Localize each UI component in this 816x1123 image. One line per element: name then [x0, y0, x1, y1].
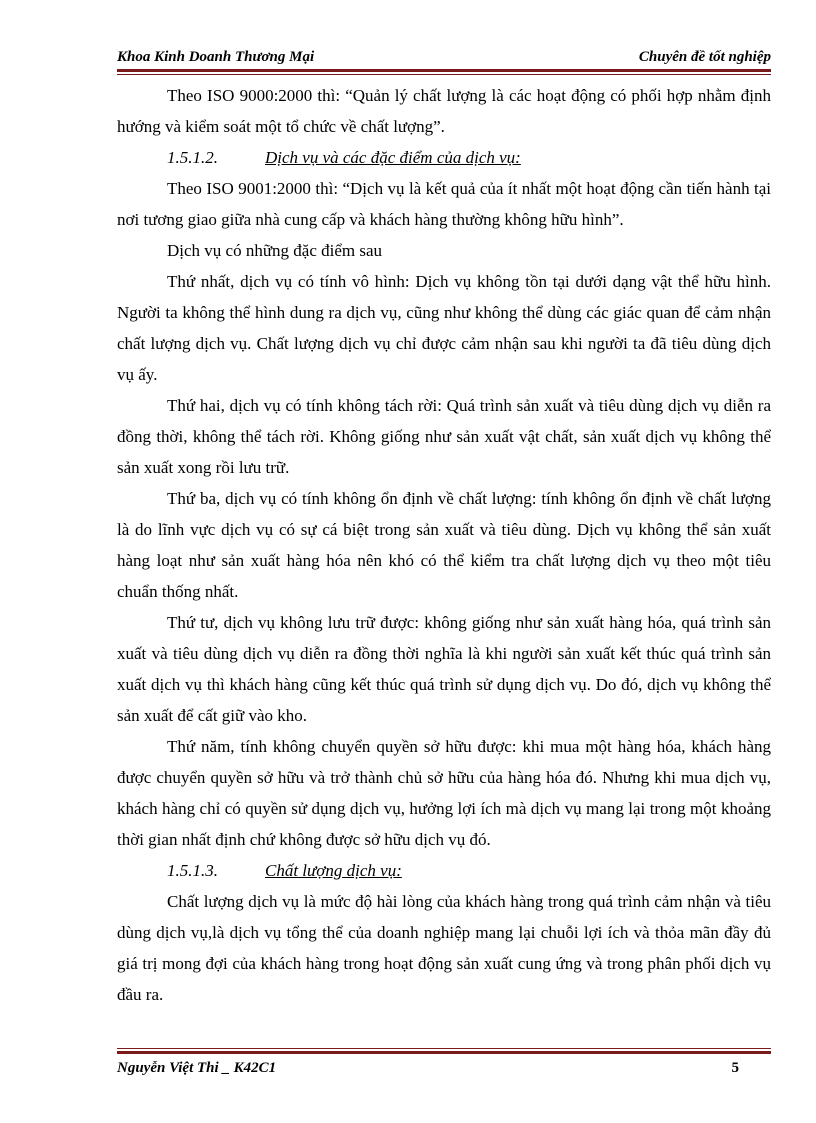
paragraph-feature-3: Thứ ba, dịch vụ có tính không ổn định về chất lượng: tính không ổn định về chất lượng là do lĩnh vực dịch vụ có sự cá biệt trong sản xuất và tiêu dùng. Dịch vụ không thể sản xuất hàng loạt như sản xuất hàng hóa nên khó có thể kiểm tra chất lượng dịch vụ theo một tiêu chuẩn thống nhất.: [117, 489, 771, 601]
section-heading-1-5-1-3: [117, 855, 771, 886]
header-faculty: Khoa Kinh Doanh Thương Mại: [117, 49, 315, 65]
paragraph-iso9001: Theo ISO 9001:2000 thì: “Dịch vụ là kết quả của ít nhất một hoạt động cần tiến hành tại nơi tương giao giữa nhà cung cấp và khách hàng thường không hữu hình”.: [117, 179, 771, 229]
header-doc-type: Chuyên đề tốt nghiệp: [638, 49, 771, 65]
section-heading-1-5-1-2: [117, 142, 771, 173]
paragraph-feature-4: Thứ tư, dịch vụ không lưu trữ được: không giống như sản xuất hàng hóa, quá trình sản xuất và tiêu dùng dịch vụ diễn ra đồng thời nghĩa là khi người sản xuất kết thúc quá trình sản xuất dịch vụ thì khách hàng cũng kết thúc quá trình sử dụng dịch vụ. Do đó, dịch vụ không thể sản xuất để cất giữ vào kho.: [117, 613, 771, 725]
page-body: [117, 80, 771, 1010]
footer-rule-thin: [117, 1048, 771, 1049]
paragraph-service-quality: Chất lượng dịch vụ là mức độ hài lòng của khách hàng trong quá trình cảm nhận và tiêu dùng dịch vụ,là dịch vụ tổng thể của doanh nghiệp mang lại chuỗi lợi ích và thỏa mãn đầy đủ giá trị mong đợi của khách hàng trong hoạt động sản xuất cung ứng và trong phân phối dịch vụ đầu ra.: [117, 892, 771, 1004]
section-title: Chất lượng dịch vụ:: [265, 861, 402, 880]
paragraph-feature-5: Thứ năm, tính không chuyển quyền sở hữu được: khi mua một hàng hóa, khách hàng được chuyển quyền sở hữu và trở thành chủ sở hữu của hàng hóa đó. Nhưng khi mua dịch vụ, khách hàng chỉ có quyền sử dụng dịch vụ, hưởng lợi ích mà dịch vụ mang lại trong một khoảng thời gian nhất định chứ không được sở hữu dịch vụ đó.: [117, 737, 771, 849]
section-number: 1.5.1.2.: [167, 148, 218, 167]
section-title: Dịch vụ và các đặc điểm của dịch vụ:: [265, 148, 521, 167]
paragraph-features-intro: Dịch vụ có những đặc điểm sau: [167, 241, 383, 260]
page-number: 5: [731, 1060, 739, 1076]
footer-rule-thick: [117, 1051, 771, 1054]
paragraph-feature-2: Thứ hai, dịch vụ có tính không tách rời: Quá trình sản xuất và tiêu dùng dịch vụ diễn ra đồng thời, không thể tách rời. Không giống như sản xuất vật chất, sản xuất dịch vụ không thể sản xuất xong rồi lưu trữ.: [117, 396, 771, 477]
paragraph-iso9000: Theo ISO 9000:2000 thì: “Quản lý chất lượng là các hoạt động có phối hợp nhằm định hướng và kiểm soát một tổ chức về chất lượng”.: [117, 86, 771, 136]
header-rule-thin: [117, 74, 771, 75]
footer-author: Nguyễn Việt Thi _ K42C1: [117, 1060, 277, 1076]
page-header: [117, 46, 771, 68]
header-rule-thick: [117, 69, 771, 72]
paragraph-feature-1: Thứ nhất, dịch vụ có tính vô hình: Dịch vụ không tồn tại dưới dạng vật thể hữu hình. Người ta không thể hình dung ra dịch vụ, cũng như không thể dùng các giác quan để cảm nhận chất lượng dịch vụ. Chất lượng dịch vụ chỉ được cảm nhận sau khi người ta đã tiêu dùng dịch vụ ấy.: [117, 272, 771, 384]
section-number: 1.5.1.3.: [167, 861, 218, 880]
page-footer: [117, 1058, 771, 1080]
